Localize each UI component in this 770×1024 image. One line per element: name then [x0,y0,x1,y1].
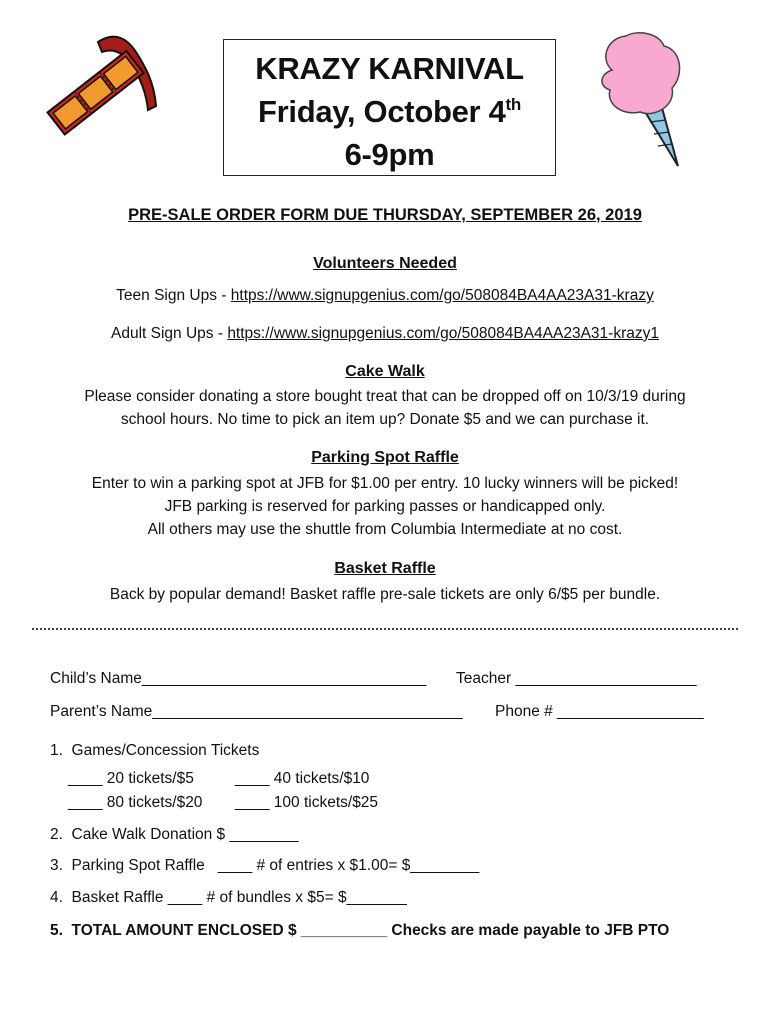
tickets-100-option[interactable]: ____ 100 tickets/$25 [235,794,379,811]
adult-signup-line [0,322,770,345]
event-date-text: Friday, October 4 [257,94,506,129]
tickets-40-option[interactable]: ____ 40 tickets/$10 [235,770,370,787]
parking-raffle-line-1: Enter to win a parking spot at JFB for $1.00 per entry. 10 lucky winners will be picked! [91,475,679,492]
item-cake-walk-donation[interactable]: 2. Cake Walk Donation $ ________ [50,826,299,843]
teacher-field[interactable]: Teacher _____________________ [456,670,697,687]
parent-name-field[interactable]: Parent’s Name____________________________________ [50,703,463,720]
item-games-tickets: 1. Games/Concession Tickets [50,742,260,759]
event-date [224,90,555,133]
phone-field[interactable]: Phone # _________________ [495,703,704,720]
basket-raffle-heading: Basket Raffle [334,560,436,577]
item-basket-raffle[interactable]: 4. Basket Raffle ____ # of bundles x $5= $_______ [50,889,407,906]
child-name-field[interactable]: Child’s Name_________________________________ [50,670,427,687]
event-title: KRAZY KARNIVAL [255,51,524,86]
parking-raffle-heading: Parking Spot Raffle [311,449,459,466]
cut-line-divider [32,628,738,630]
parking-raffle-line-3: All others may use the shuttle from Columbia Intermediate at no cost. [147,521,623,538]
adult-signup-link[interactable]: https://www.signupgenius.com/go/508084BA4AA23A31-krazy1 [227,325,659,342]
volunteers-heading: Volunteers Needed [313,255,457,272]
event-date-suffix: th [505,95,521,114]
teen-signup-link[interactable]: https://www.signupgenius.com/go/508084BA4AA23A31-krazy [230,287,654,304]
teen-signup-label: Teen Sign Ups - [116,287,231,304]
cake-walk-line-2: school hours. No time to pick an item up? Donate $5 and we can purchase it. [120,411,650,428]
adult-signup-label: Adult Sign Ups - [111,325,228,342]
cotton-candy-icon [592,30,684,170]
cake-walk-line-1: Please consider donating a store bought treat that can be dropped off on 10/3/19 during [84,388,686,405]
title-box [223,39,556,176]
tickets-80-option[interactable]: ____ 80 tickets/$20 [68,794,203,811]
tickets-20-option[interactable]: ____ 20 tickets/$5 [68,770,194,787]
event-time: 6-9pm [344,137,435,172]
teen-signup-line [0,284,770,307]
item-total-enclosed[interactable]: 5. TOTAL AMOUNT ENCLOSED $ __________ Checks are made payable to JFB PTO [50,922,670,939]
parking-raffle-line-2: JFB parking is reserved for parking passes or handicapped only. [164,498,606,515]
basket-raffle-line-1: Back by popular demand! Basket raffle pre-sale tickets are only 6/$5 per bundle. [109,586,661,603]
cake-walk-heading: Cake Walk [345,363,425,380]
item-parking-raffle[interactable]: 3. Parking Spot Raffle ____ # of entries x $1.00= $________ [50,857,480,874]
carnival-tickets-icon [36,30,166,150]
due-notice: PRE-SALE ORDER FORM DUE THURSDAY, SEPTEMBER 26, 2019 [128,206,642,224]
